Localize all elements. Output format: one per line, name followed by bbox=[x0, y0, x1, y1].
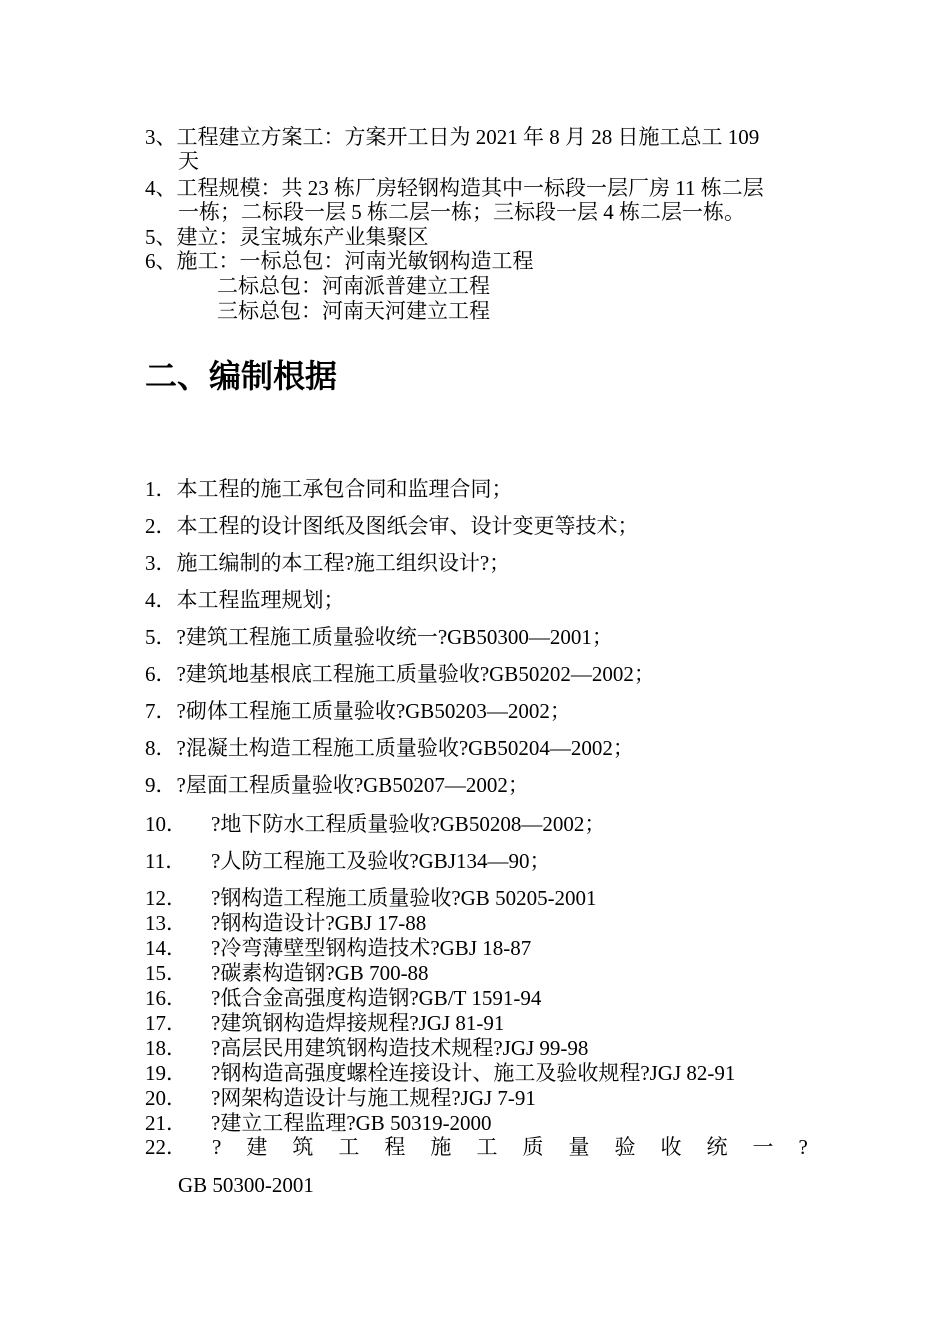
section-heading: 二、编制根据 bbox=[145, 357, 338, 395]
project-item-4 bbox=[145, 176, 764, 200]
basis-item bbox=[145, 961, 429, 985]
item-char: 建 bbox=[246, 1135, 268, 1159]
item-char: 程 bbox=[384, 1135, 406, 1159]
item-number: 17． bbox=[145, 1011, 187, 1035]
item-number: 9． bbox=[145, 773, 177, 797]
basis-item bbox=[145, 736, 634, 760]
item-text: ?建筑地基根底工程施工质量验收?GB50202—2002； bbox=[176, 662, 655, 686]
item-text: ?碳素构造钢?GB 700-88 bbox=[211, 961, 429, 985]
item-number: 8． bbox=[145, 736, 177, 760]
item-number: 5． bbox=[145, 625, 177, 649]
item-number: 10． bbox=[145, 812, 187, 836]
item-text: ?人防工程施工及验收?GBJ134—90； bbox=[211, 849, 551, 873]
basis-item bbox=[145, 588, 345, 612]
item-number: 5、 bbox=[145, 225, 177, 249]
item-char: 量 bbox=[568, 1135, 590, 1159]
item-number: 4、 bbox=[145, 176, 177, 200]
item-number: 18． bbox=[145, 1036, 187, 1060]
item-text: ?建筑钢构造焊接规程?JGJ 81-91 bbox=[211, 1011, 505, 1035]
item-number: 16． bbox=[145, 986, 187, 1010]
item-text: ?混凝土构造工程施工质量验收?GB50204—2002； bbox=[176, 736, 634, 760]
item-char: 施 bbox=[430, 1135, 452, 1159]
item-text: ?钢构造设计?GBJ 17-88 bbox=[211, 911, 427, 935]
project-item-3-continuation: 天 bbox=[178, 149, 199, 173]
item-text: ?网架构造设计与施工规程?JGJ 7-91 bbox=[211, 1086, 536, 1110]
item-number: 1． bbox=[145, 477, 177, 501]
basis-item bbox=[145, 936, 531, 960]
item-text: 工程规模：共 23 栋厂房轻钢构造其中一标段一层厂房 11 栋二层 bbox=[176, 176, 764, 200]
item-number: 2． bbox=[145, 514, 177, 538]
basis-item bbox=[145, 625, 613, 649]
item-char: ? bbox=[798, 1135, 808, 1159]
item-char: 统 bbox=[706, 1135, 728, 1159]
basis-item bbox=[145, 886, 597, 910]
item-char: 一 bbox=[752, 1135, 774, 1159]
item-text: 施工：一标总包：河南光敏钢构造工程 bbox=[176, 249, 534, 273]
item-number: 13． bbox=[145, 911, 187, 935]
basis-item-22 bbox=[145, 1135, 808, 1159]
item-text: ?冷弯薄壁型钢构造技术?GBJ 18-87 bbox=[211, 936, 532, 960]
item-char: 收 bbox=[660, 1135, 682, 1159]
item-char: ? bbox=[212, 1135, 222, 1159]
project-item-5 bbox=[145, 225, 429, 249]
basis-item bbox=[145, 699, 571, 723]
item-text: ?建筑工程施工质量验收统一?GB50300—2001； bbox=[176, 625, 613, 649]
item-number: 6． bbox=[145, 662, 177, 686]
item-char: 验 bbox=[614, 1135, 636, 1159]
basis-item bbox=[145, 911, 426, 935]
item-text: ?低合金高强度构造钢?GB/T 1591-94 bbox=[211, 986, 542, 1010]
item-number: 11． bbox=[145, 849, 187, 873]
item-char: 筑 bbox=[292, 1135, 314, 1159]
basis-item bbox=[145, 1086, 536, 1110]
contractor-line-3: 三标总包：河南天河建立工程 bbox=[217, 299, 490, 323]
item-number: 14． bbox=[145, 936, 187, 960]
item-text: 本工程的施工承包合同和监理合同； bbox=[176, 477, 513, 501]
basis-item-22-continuation: GB 50300-2001 bbox=[178, 1173, 314, 1197]
item-text: ?高层民用建筑钢构造技术规程?JGJ 99-98 bbox=[211, 1036, 589, 1060]
item-number: 3． bbox=[145, 551, 177, 575]
item-number: 21． bbox=[145, 1111, 187, 1135]
basis-item bbox=[145, 1061, 735, 1085]
item-text: ?砌体工程施工质量验收?GB50203—2002； bbox=[176, 699, 571, 723]
basis-item bbox=[145, 1036, 588, 1060]
item-char: 工 bbox=[338, 1135, 360, 1159]
project-item-6 bbox=[145, 249, 534, 273]
item-text: 施工编制的本工程?施工组织设计?； bbox=[176, 551, 511, 575]
item-text: ?建立工程监理?GB 50319-2000 bbox=[211, 1111, 492, 1135]
basis-item bbox=[145, 477, 513, 501]
basis-item bbox=[145, 1111, 492, 1135]
project-item-4-continuation: 一栋；二标段一层 5 栋二层一栋；三标段一层 4 栋二层一栋。 bbox=[178, 200, 745, 224]
item-number: 20． bbox=[145, 1086, 187, 1110]
basis-item bbox=[145, 849, 551, 873]
basis-item bbox=[145, 812, 605, 836]
item-char: 工 bbox=[476, 1135, 498, 1159]
item-number: 6、 bbox=[145, 249, 177, 273]
item-text: ?钢构造高强度螺栓连接设计、施工及验收规程?JGJ 82-91 bbox=[211, 1061, 736, 1085]
item-text: ?地下防水工程质量验收?GB50208—2002； bbox=[211, 812, 606, 836]
basis-item bbox=[145, 1011, 504, 1035]
item-text: 工程建立方案工：方案开工日为 2021 年 8 月 28 日施工总工 109 bbox=[176, 125, 760, 149]
item-text: ?钢构造工程施工质量验收?GB 50205-2001 bbox=[211, 886, 597, 910]
item-number: 22． bbox=[145, 1135, 187, 1159]
item-text: 本工程监理规划； bbox=[176, 588, 345, 612]
item-text: 本工程的设计图纸及图纸会审、设计变更等技术； bbox=[176, 514, 639, 538]
basis-item bbox=[145, 662, 655, 686]
item-text: ?屋面工程质量验收?GB50207—2002； bbox=[176, 773, 529, 797]
basis-item bbox=[145, 773, 529, 797]
basis-item bbox=[145, 551, 510, 575]
item-number: 7． bbox=[145, 699, 177, 723]
basis-item bbox=[145, 514, 639, 538]
item-number: 3、 bbox=[145, 125, 177, 149]
item-number: 15． bbox=[145, 961, 187, 985]
basis-item bbox=[145, 986, 541, 1010]
item-text: 建立：灵宝城东产业集聚区 bbox=[176, 225, 429, 249]
project-item-3 bbox=[145, 125, 759, 149]
item-number: 12． bbox=[145, 886, 187, 910]
item-number: 19． bbox=[145, 1061, 187, 1085]
item-number: 4． bbox=[145, 588, 177, 612]
item-char: 质 bbox=[522, 1135, 544, 1159]
contractor-line-2: 二标总包：河南派普建立工程 bbox=[217, 274, 490, 298]
